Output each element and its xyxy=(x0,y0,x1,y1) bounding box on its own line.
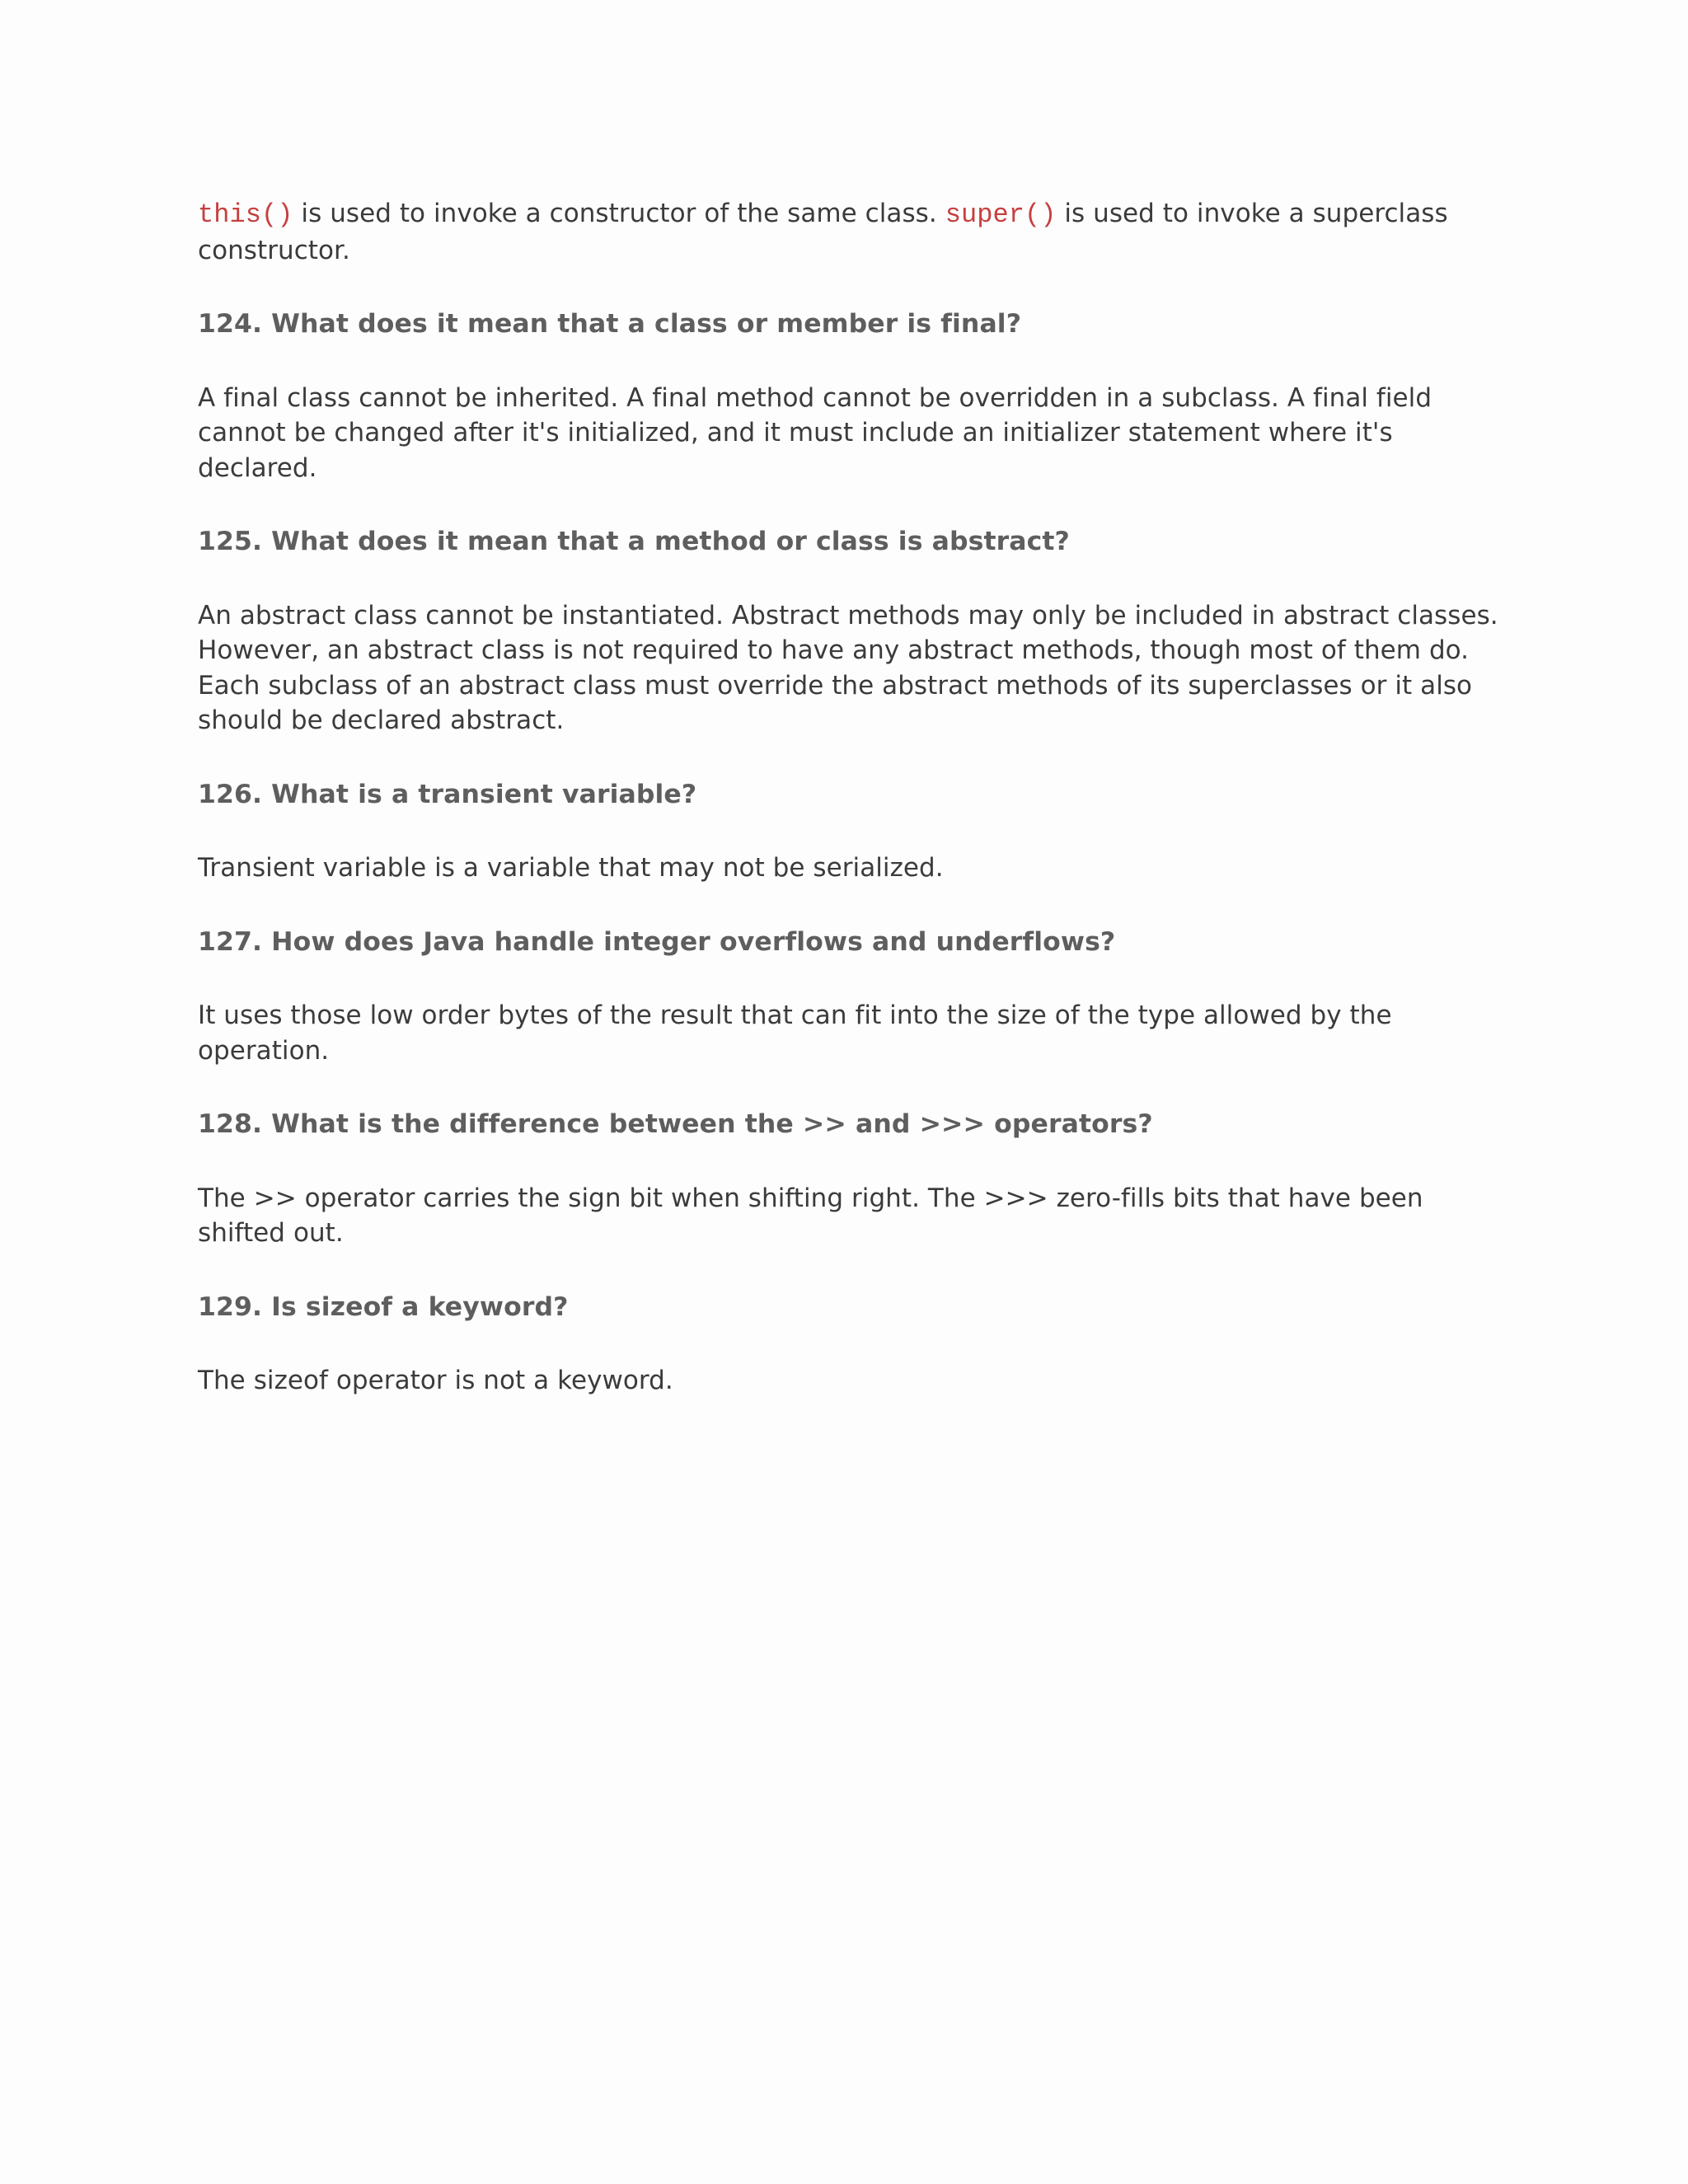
answer-125: An abstract class cannot be instantiated. Abstract methods may only be included in abstract classes. However, an abstract class is not required to have any abstract methods, though most of them do. Each subclass of an abstract class must override the abstract methods of its superclasses or it also should be declared abstract. xyxy=(198,600,1498,735)
intro-text-1: is used to invoke a constructor of the same class. xyxy=(293,199,945,228)
code-super: super() xyxy=(945,199,1057,230)
document-page xyxy=(198,196,1500,1437)
question-128: 128. What is the difference between the >> and >>> operators? xyxy=(198,1109,1153,1139)
answer-124: A final class cannot be inherited. A final method cannot be overridden in a subclass. A final field cannot be changed after it's initialized, and it must include an initializer statement where it's declared. xyxy=(198,382,1432,483)
question-124: 124. What does it mean that a class or member is final? xyxy=(198,309,1022,339)
question-127: 127. How does Java handle integer overflows and underflows? xyxy=(198,926,1116,957)
answer-126: Transient variable is a variable that may not be serialized. xyxy=(198,853,944,883)
question-129: 129. Is sizeof a keyword? xyxy=(198,1291,569,1322)
answer-128: The >> operator carries the sign bit when shifting right. The >>> zero-fills bits that have been shifted out. xyxy=(198,1183,1423,1248)
intro-paragraph xyxy=(198,196,1500,268)
answer-129: The sizeof operator is not a keyword. xyxy=(198,1366,673,1395)
intro-text-2: is used to invoke a superclass constructor. xyxy=(198,199,1448,265)
answer-127: It uses those low order bytes of the result that can fit into the size of the type allowed by the operation. xyxy=(198,1001,1392,1066)
question-126: 126. What is a transient variable? xyxy=(198,779,697,809)
code-this: this() xyxy=(198,199,293,230)
question-125: 125. What does it mean that a method or class is abstract? xyxy=(198,527,1070,556)
